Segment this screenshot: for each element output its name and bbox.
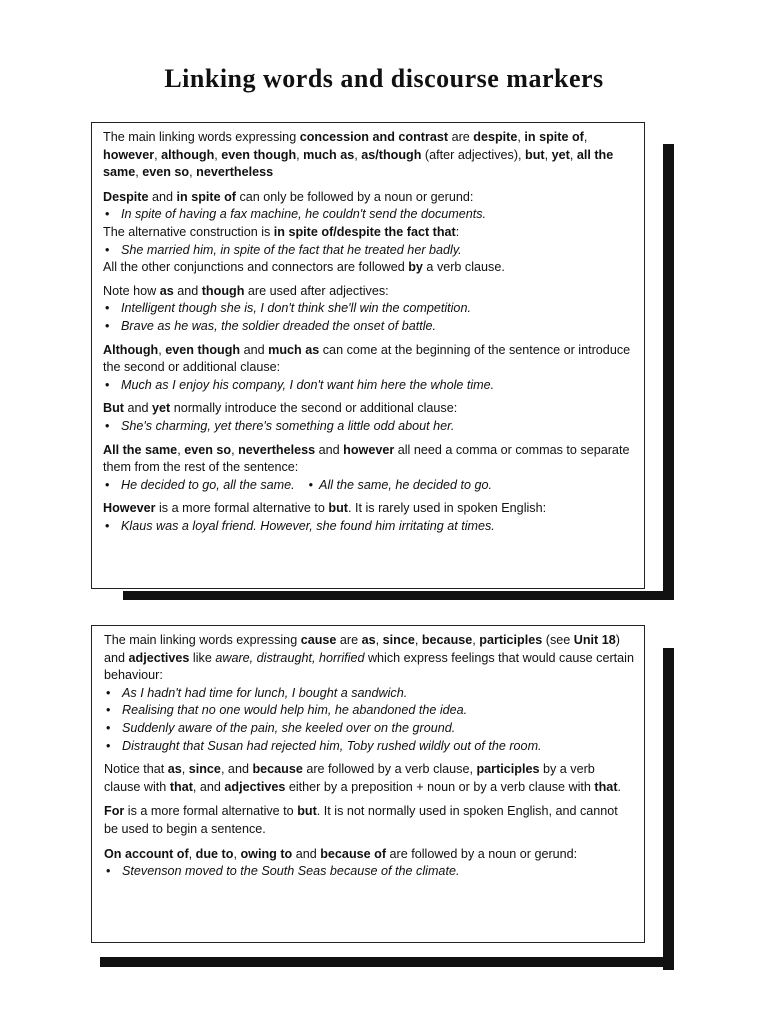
alternative-example-1: • She married him, in spite of the fact that he treated her badly. (103, 242, 634, 260)
text-run: can only be followed by a noun or gerund: (236, 189, 474, 204)
box-shadow-right (663, 144, 674, 600)
text-run: much as (268, 342, 320, 357)
text-run: , (177, 442, 185, 457)
text-run: On account of (104, 846, 189, 861)
text-run: yet (551, 147, 570, 162)
text-run: , (214, 147, 222, 162)
however-section (103, 500, 634, 535)
but-yet-rule (103, 400, 634, 418)
text-run: , (472, 633, 480, 647)
text-run: , (354, 147, 362, 162)
cause-intro-section (104, 632, 634, 755)
text-run: cause (300, 633, 337, 647)
text-run: But (103, 401, 124, 416)
text-run: , (233, 846, 241, 861)
text-run: Notice that (104, 762, 168, 777)
text-run: adjectives (128, 650, 190, 665)
text-run: much as (303, 147, 355, 162)
text-run: by (408, 260, 423, 275)
text-run: a verb clause. (422, 260, 505, 275)
all-the-same-examples (103, 477, 634, 495)
text-run: as (361, 633, 376, 647)
text-run: though (201, 283, 245, 298)
text-run: that (594, 779, 618, 794)
alternative-examples (103, 242, 634, 260)
all-the-same-example-1: He decided to go, all the same. (121, 477, 295, 492)
although-section (103, 342, 634, 395)
text-run: however (343, 442, 395, 457)
cause-example-4: • Distraught that Susan had rejected him, Toby rushed wildly out of the room. (104, 738, 634, 756)
text-run: All the same (103, 442, 178, 457)
text-run: all need a comma or commas to separate them from the rest of the sentence: (103, 442, 630, 475)
as-though-example-2: • Brave as he was, the soldier dreaded the onset of battle. (103, 318, 634, 336)
cause-box (91, 625, 645, 943)
all-the-same-example-row (103, 477, 634, 495)
text-run: are (448, 130, 474, 144)
text-run: , (375, 633, 383, 647)
text-run: , (135, 165, 143, 180)
however-example-1: • Klaus was a loyal friend. However, she found him irritating at times. (103, 518, 634, 536)
despite-rule (103, 189, 634, 207)
text-run: , and (192, 779, 225, 794)
concession-contrast-box (91, 122, 645, 589)
text-run: since (188, 762, 221, 777)
on-account-example-1: • Stevenson moved to the South Seas because of the climate. (104, 863, 634, 881)
text-run: in spite of (524, 130, 584, 144)
text-run: The alternative construction is (103, 224, 274, 239)
text-run: The main linking words expressing (103, 130, 300, 144)
however-examples (103, 518, 634, 536)
all-the-same-rule (103, 442, 634, 477)
text-run: Unit 18 (573, 633, 616, 647)
text-run: , (188, 846, 196, 861)
text-run: normally introduce the second or additional clause: (170, 401, 458, 416)
on-account-examples (104, 863, 634, 881)
text-run: ) and (104, 633, 620, 665)
cause-intro (104, 632, 634, 685)
text-run: For (104, 804, 125, 819)
text-run: even so (184, 442, 232, 457)
text-run: but (525, 147, 545, 162)
text-run: can come at the beginning of the sentence or introduce the second or additional clause: (103, 342, 631, 375)
text-run: and (315, 442, 344, 457)
text-run: All the other conjunctions and connectors are followed (103, 260, 409, 275)
bullet-separator: • (308, 477, 314, 492)
text-run: nevertheless (196, 165, 274, 180)
box-shadow-right (663, 648, 674, 970)
text-run: and (240, 342, 269, 357)
text-run: are followed by a noun or gerund: (386, 846, 578, 861)
text-run: are used after adjectives: (244, 283, 389, 298)
text-run: . It is rarely used in spoken English: (347, 501, 547, 516)
text-run: However (103, 501, 156, 516)
on-account-section (104, 846, 634, 881)
cause-examples (104, 685, 634, 755)
text-run: , (583, 130, 588, 144)
text-run: are followed by a verb clause, (302, 762, 477, 777)
text-run: that (169, 779, 193, 794)
text-run: as (167, 762, 182, 777)
as-though-section (103, 283, 634, 336)
text-run: and (148, 189, 177, 204)
box-shadow-bottom (100, 957, 674, 967)
text-run: . It is not normally used in spoken English, and cannot be used to begin a sentence. (104, 804, 618, 836)
but-yet-section (103, 400, 634, 435)
despite-section (103, 189, 634, 277)
text-run: because of (320, 846, 387, 861)
text-run: , (569, 147, 577, 162)
for-rule (104, 803, 634, 838)
but-yet-example-1: • She's charming, yet there's something a little odd about her. (103, 418, 634, 436)
text-run: , (231, 442, 239, 457)
as-though-examples (103, 300, 634, 335)
but-yet-examples (103, 418, 634, 436)
other-conjunctions-rule (103, 259, 634, 277)
text-run: although (161, 147, 215, 162)
text-run: The main linking words expressing (104, 633, 301, 647)
text-run: as/though (361, 147, 422, 162)
text-run: are (336, 633, 362, 647)
text-run: Although (103, 342, 159, 357)
page-title: Linking words and discourse markers (164, 64, 604, 93)
although-examples (103, 377, 634, 395)
text-run: nevertheless (238, 442, 316, 457)
on-account-rule (104, 846, 634, 864)
text-run: (see (542, 633, 574, 647)
text-run: despite (473, 130, 518, 144)
text-run: , (181, 762, 189, 777)
text-run: even though (165, 342, 241, 357)
text-run: , (189, 165, 197, 180)
text-run: and (173, 283, 202, 298)
text-run: by a verb clause with (104, 762, 595, 794)
text-run: , and (220, 762, 253, 777)
text-run: is a more formal alternative to (124, 804, 298, 819)
text-run: adjectives (224, 779, 286, 794)
however-rule (103, 500, 634, 518)
text-run: , (158, 342, 166, 357)
text-run: which express feelings that would cause certain behaviour: (104, 650, 634, 683)
text-run: yet (152, 401, 171, 416)
text-run: . (617, 779, 622, 794)
alternative-rule (103, 224, 634, 242)
text-run: Despite (103, 189, 149, 204)
text-run: due to (195, 846, 234, 861)
text-run: is a more formal alternative to (155, 501, 329, 516)
text-run: but (328, 501, 348, 516)
text-run: concession and contrast (299, 130, 449, 144)
text-run: however (103, 147, 155, 162)
text-run: , (414, 633, 422, 647)
despite-examples (103, 206, 634, 224)
text-run: , (517, 130, 525, 144)
text-run: (after adjectives), (421, 147, 526, 162)
despite-example-1: • In spite of having a fax machine, he couldn't send the documents. (103, 206, 634, 224)
text-run: but (297, 804, 317, 819)
text-run: all the same (103, 147, 614, 180)
concession-intro (103, 129, 634, 182)
text-run: , (154, 147, 162, 162)
text-run: and (123, 401, 152, 416)
as-though-rule (103, 283, 634, 301)
text-run: in spite of/despite the fact that (273, 224, 456, 239)
notice-rule (104, 761, 634, 796)
text-run: aware, distraught, horrified (215, 650, 365, 665)
text-run: like (189, 650, 216, 665)
text-run: as (159, 283, 174, 298)
cause-example-2: • Realising that no one would help him, he abandoned the idea. (104, 702, 634, 720)
text-run: in spite of (176, 189, 236, 204)
as-though-example-1: • Intelligent though she is, I don't think she'll win the competition. (103, 300, 634, 318)
text-run: since (382, 633, 415, 647)
text-run: : (455, 224, 460, 239)
text-run: even so (142, 165, 190, 180)
all-the-same-example-2: All the same, he decided to go. (319, 477, 492, 492)
text-run: participles (479, 633, 543, 647)
although-example-1: • Much as I enjoy his company, I don't want him here the whole time. (103, 377, 634, 395)
although-rule (103, 342, 634, 377)
text-run: because (252, 762, 303, 777)
cause-example-3: • Suddenly aware of the pain, she keeled over on the ground. (104, 720, 634, 738)
text-run: and (292, 846, 321, 861)
text-run: , (544, 147, 552, 162)
box-shadow-bottom (123, 591, 674, 600)
text-run: , (296, 147, 304, 162)
all-the-same-section (103, 442, 634, 495)
text-run: either by a preposition + noun or by a verb clause with (285, 779, 595, 794)
text-run: because (421, 633, 473, 647)
text-run: even though (221, 147, 297, 162)
cause-example-1: • As I hadn't had time for lunch, I bought a sandwich. (104, 685, 634, 703)
text-run: owing to (240, 846, 293, 861)
text-run: Note how (103, 283, 160, 298)
text-run: participles (476, 762, 540, 777)
